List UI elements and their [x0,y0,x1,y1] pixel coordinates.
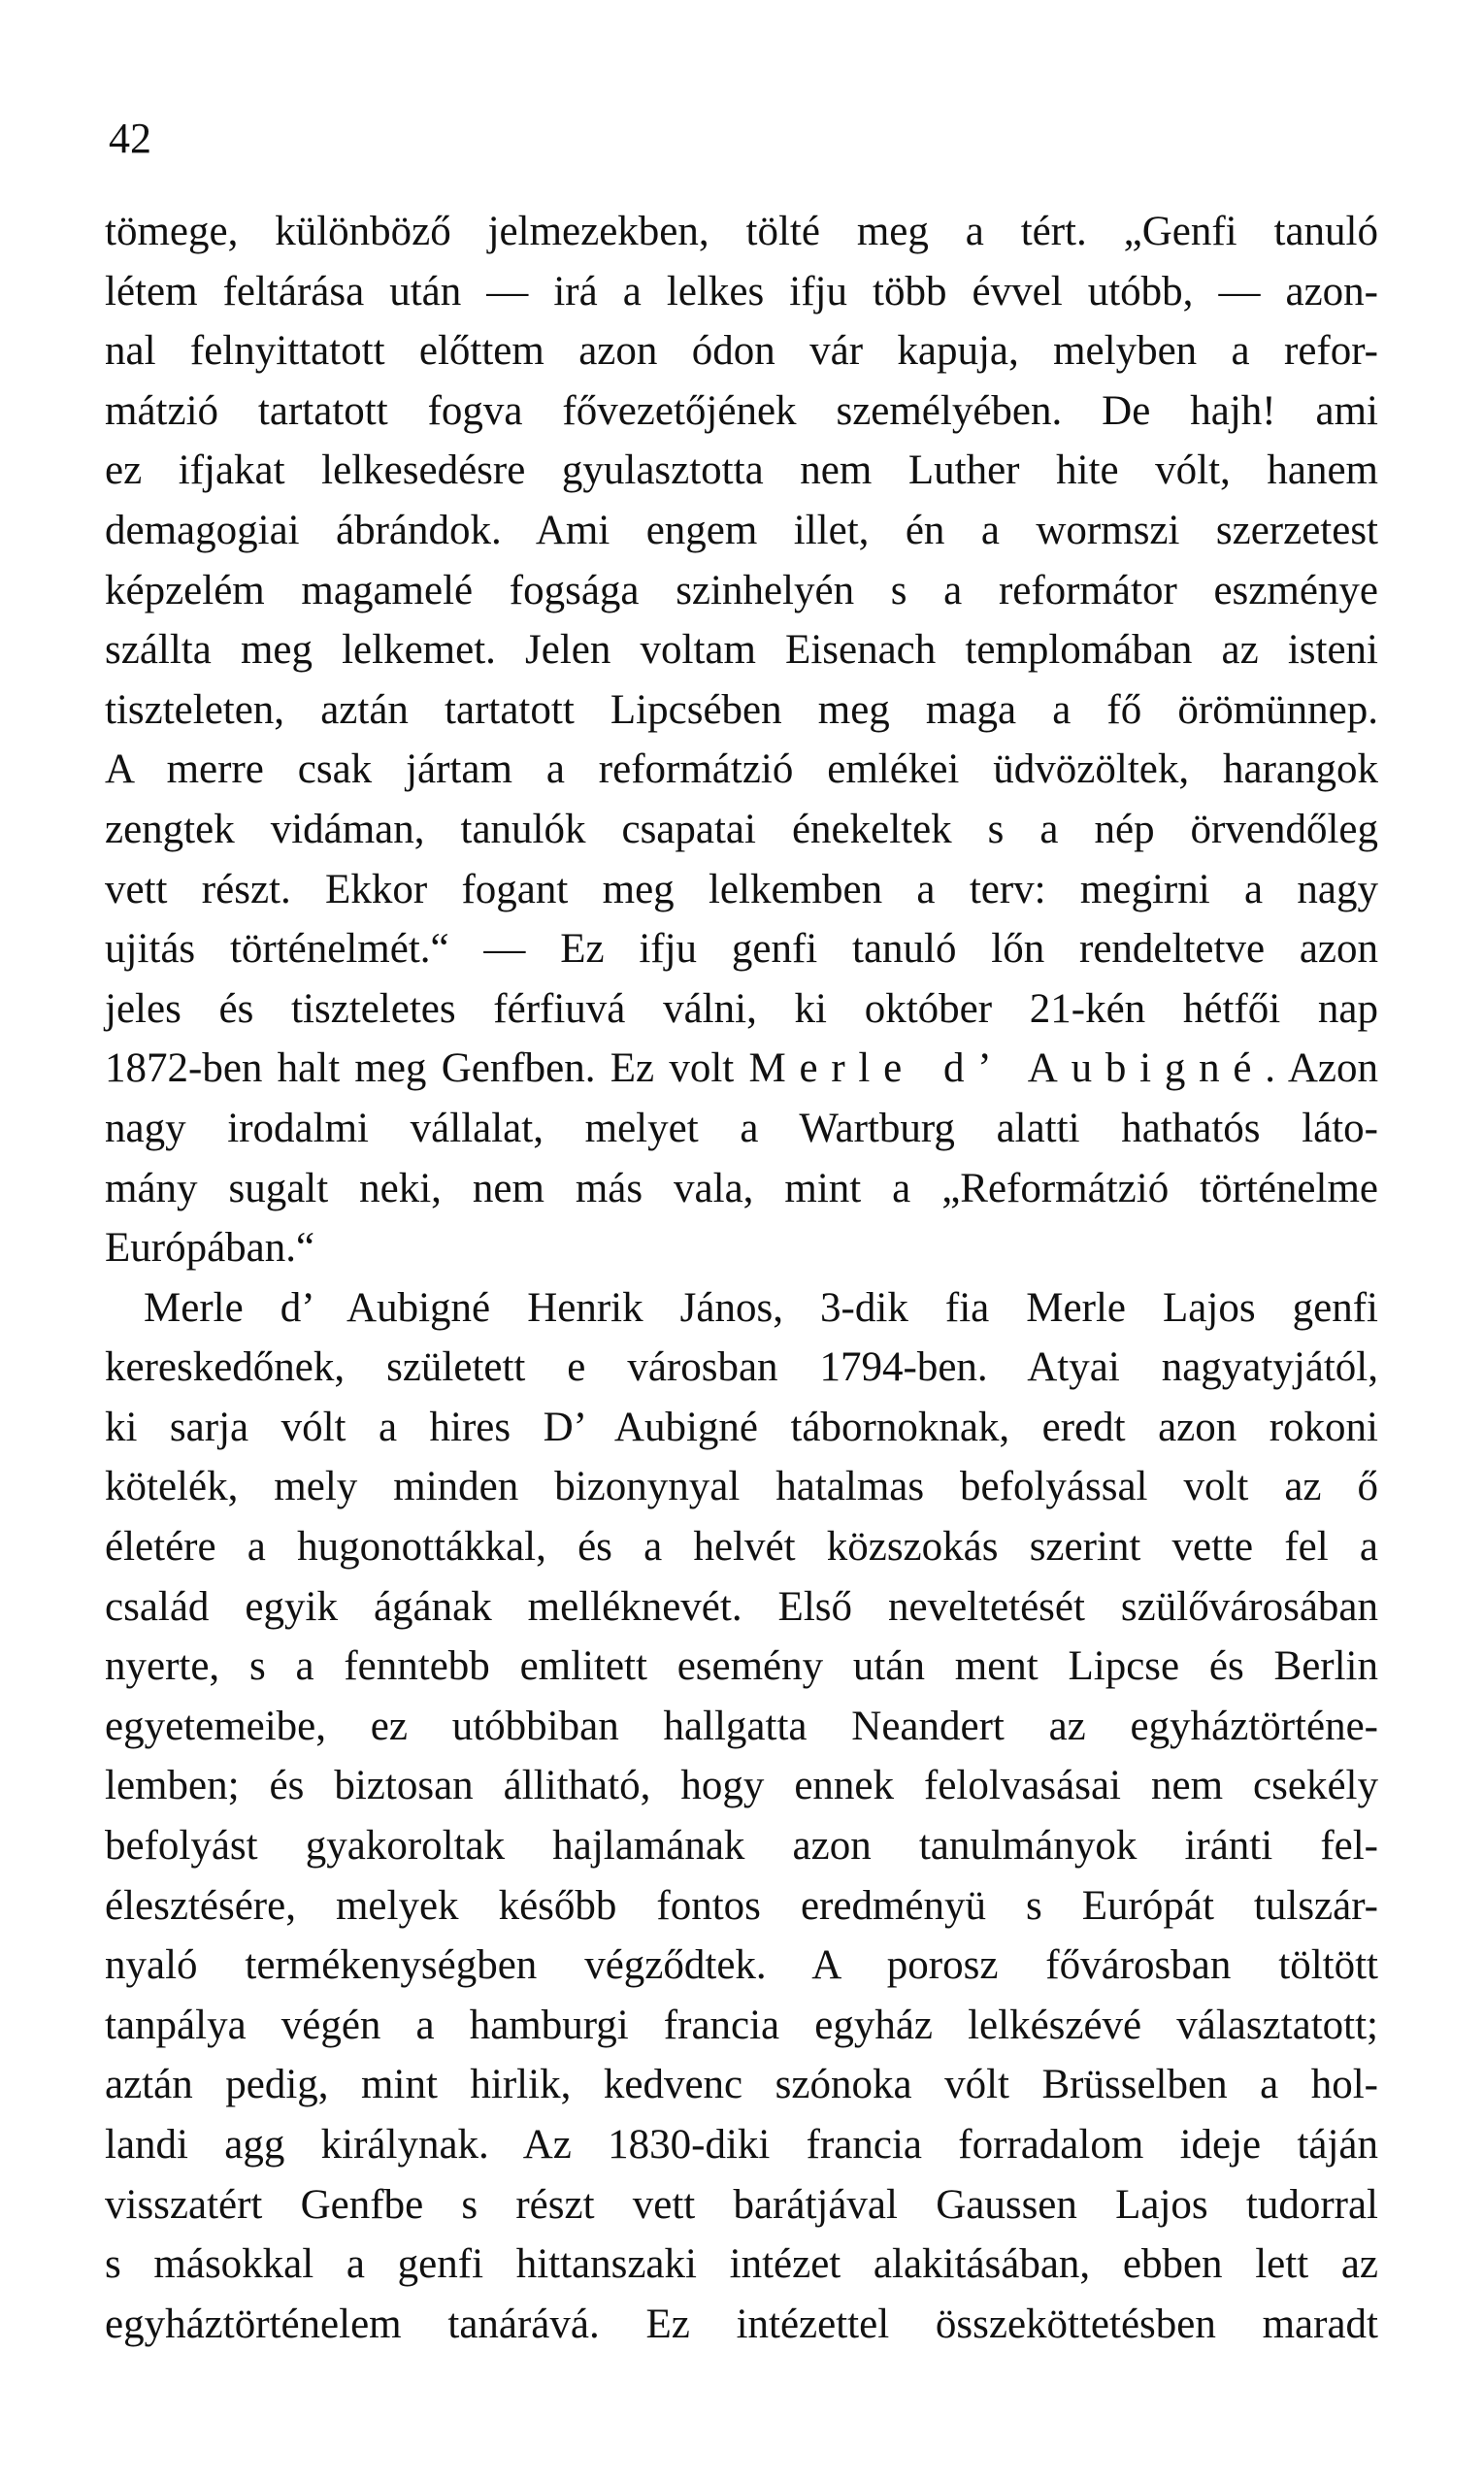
text-line: nal felnyittatott előttem azon ódon vár kapuja, melyben a refor- [105,328,1378,375]
text-line: tanpálya végén a hamburgi francia egyház lelkészévé választatott; [105,2002,1378,2048]
text-line: kötelék, mely minden bizonynyal hatalmas befolyással volt az ő [105,1464,1378,1510]
text-line: zengtek vidáman, tanulók csapatai énekeltek s a nép örvendőleg [105,806,1378,852]
text-line: szállta meg lelkemet. Jelen voltam Eisenach templomában az isteni [105,627,1378,674]
text-line: aztán pedig, mint hirlik, kedvenc szónoka vólt Brüsselben a hol- [105,2062,1378,2108]
text-line: mátzió tartatott fogva fővezetőjének személyében. De hajh! ami [105,387,1378,434]
text-line: nagy irodalmi vállalat, melyet a Wartburg alatti hathatós láto- [105,1105,1378,1151]
body-text [105,202,1378,2354]
text-segment: 1872-ben halt meg Genfben. Ez volt [105,1045,749,1092]
text-line: család egyik ágának melléknevét. Első neveltetését szülővárosában [105,1583,1378,1630]
page-number: 42 [109,115,151,162]
text-line [105,1039,1378,1099]
text-line: lemben; és biztosan állitható, hogy ennek felolvasásai nem csekély [105,1763,1378,1809]
text-line: demagogiai ábrándok. Ami engem illet, én a wormszi szerzetest [105,507,1378,553]
text-line: vett részt. Ekkor fogant meg lelkemben a terv: megirni a nagy [105,866,1378,912]
text-line: létem feltárása után — irá a lelkes ifju több évvel utóbb, — azon- [105,268,1378,315]
text-line: Európában.“ [105,1225,315,1272]
text-line: ki sarja vólt a hires D’ Aubigné tábornoknak, eredt azon rokoni [105,1404,1378,1450]
text-line: tiszteleten, aztán tartatott Lipcsében meg maga a fő örömünnep. [105,686,1378,733]
text-line: A merre csak jártam a reformátzió emlékei üdvözöltek, harangok [105,746,1378,793]
text-line: nyaló termékenységben végződtek. A porosz fővárosban töltött [105,1942,1378,1989]
text-line: egyetemeibe, ez utóbbiban hallgatta Neandert az egyháztörténe- [105,1703,1378,1749]
text-line: ujitás történelmét.“ — Ez ifju genfi tanuló lőn rendeltetve azon [105,926,1378,973]
text-line: mány sugalt neki, nem más vala, mint a „Reformátzió történelme [105,1165,1378,1211]
text-line: nyerte, s a fenntebb emlitett esemény után ment Lipcse és Berlin [105,1643,1378,1690]
text-line: landi agg királynak. Az 1830-diki francia forradalom ideje táján [105,2122,1378,2168]
text-segment: . Azon [1265,1045,1378,1092]
text-line: Merle d’ Aubigné Henrik János, 3-dik fia Merle Lajos genfi [144,1284,1378,1331]
text-line: élesztésére, melyek később fontos eredményü s Európát tulszár- [105,1882,1378,1929]
text-line: képzelém magamelé fogsága szinhelyén s a reformátor eszménye [105,567,1378,613]
text-line: egyháztörténelem tanárává. Ez intézettel összeköttetésben maradt [105,2301,1378,2347]
text-line: visszatért Genfbe s részt vett barátjával Gaussen Lajos tudorral [105,2181,1378,2228]
text-line: tömege, különböző jelmezekben, tölté meg a tért. „Genfi tanuló [105,209,1378,254]
text-line: életére a hugonottákkal, és a helvét közszokás szerint vette fel a [105,1524,1378,1571]
text-line: ez ifjakat lelkesedésre gyulasztotta nem Luther hite vólt, hanem [105,447,1378,494]
text-line: s másokkal a genfi hittanszaki intézet alakitásában, ebben lett az [105,2241,1378,2288]
text-line: jeles és tiszteletes férfiuvá válni, ki október 21-kén hétfői nap [105,985,1378,1032]
text-line: kereskedőnek, született e városban 1794-ben. Atyai nagyatyjától, [105,1344,1378,1391]
text-line: befolyást gyakoroltak hajlamának azon tanulmányok iránti fel- [105,1823,1378,1870]
spaced-name: Merle d’ Aubigné [748,1045,1266,1092]
